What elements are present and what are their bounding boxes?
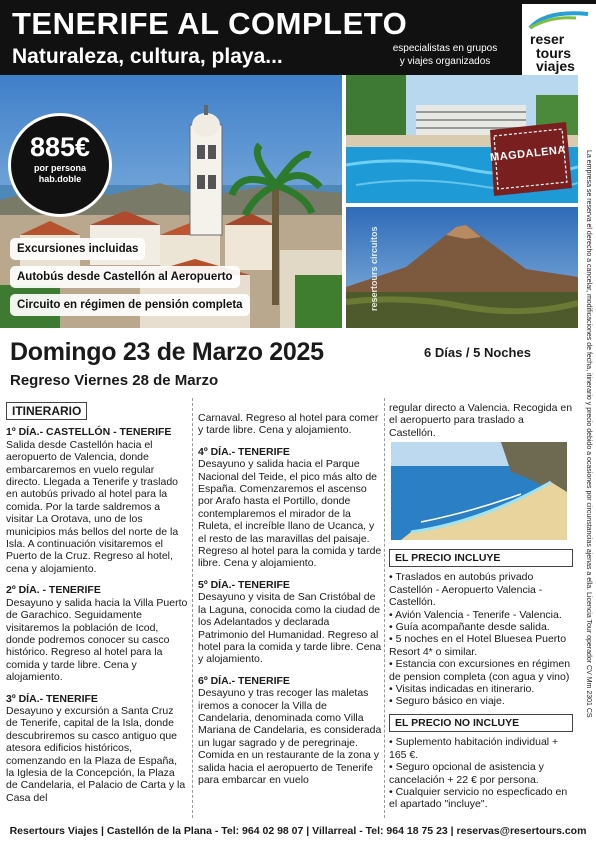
day-1-text: Salida desde Castellón hacia el aeropuerto de Valencia, donde embarcaremos en vuelo regular directo. Llegada a Tenerife y traslado en autobús privado al hotel para la comida. Por la tarde saldremos a visitar La Orotava, uno de los municipios más bellos del norte de la Isla. A continuación visitaremos el Puerto de la Cruz. Regreso al hotel, cena y alojamiento. xyxy=(6,438,179,575)
price-amount: 885€ xyxy=(29,132,91,162)
legal-note-text: La empresa se reserva el derecho a cancelar, modificaciones de fecha, itinerario y precio debido a ocasiones por circunstancias ajenas a ella. Licencia Tour operador CV Mm 2301 CS xyxy=(585,150,592,718)
logo-text-2: tours xyxy=(536,45,571,61)
includes-item: • Seguro básico en viaje. xyxy=(389,695,505,708)
watermark xyxy=(364,226,384,320)
logo-text-1: reser xyxy=(530,31,565,47)
excludes-item: • Suplemento habitación individual + 165 €. xyxy=(389,736,559,761)
price-per-person: por persona xyxy=(33,163,86,173)
tagline xyxy=(380,42,510,68)
includes-title: EL PRECIO INCLUYE xyxy=(389,549,573,567)
legal-note xyxy=(581,150,595,750)
excludes-item: • Cualquier servicio no especficado en el apartado "incluye". xyxy=(389,785,568,811)
tagline-line-2: y viajes organizados xyxy=(399,56,491,67)
includes-item: • Guía acompañante desde salida. xyxy=(389,621,550,634)
stamp-label: MAGDALENA xyxy=(489,144,567,164)
photo-beach xyxy=(391,442,567,540)
price-room-type: hab.doble xyxy=(38,174,82,184)
column-divider-1 xyxy=(192,398,193,818)
day-5-heading: 5º DÍA.- TENERIFE xyxy=(198,578,290,591)
day-4-text: Desayuno y salida hacia el Parque Nacional del Teide, el pico más alto de España. Comenzaremos el ascenso por Arafo hasta el Portillo, donde contemplaremos el mirador de la Ruleta, el increíble llano de Ucanca, y el resto de las maravillas del paisaje. Regreso al hotel para la comida y tarde libre. Cena y alojamiento. xyxy=(198,458,382,570)
itinerary-column-1 xyxy=(6,402,188,804)
price-includes-section xyxy=(389,543,573,811)
includes-item: • 5 noches en el Hotel Bluesea Puerto Resort 4* o similar. xyxy=(389,633,567,658)
day-6-text: Desayuno y tras recoger las maletas iremos a conocer la Villa de Candelaria, denominada como Villa Mariana de Candelaria, es considerada un lugar sagrado y de peregrinaje. Comida en un restaurante de la zona y salida hacia el aeropuerto de Tenerife para embarcar en vuelo xyxy=(198,687,382,786)
day-2-heading: 2º DÍA. - TENERIFE xyxy=(6,584,101,597)
includes-item: • Visitas indicadas en itinerario. xyxy=(389,683,535,696)
conditions-column xyxy=(389,402,573,439)
footer-contact: Resertours Viajes | Castellón de la Plana - Tel: 964 02 98 07 | Villarreal - Tel: 964 18 75 23 | reservas@resertours.com xyxy=(9,825,587,837)
badge-bus: Autobús desde Castellón al Aeropuerto xyxy=(10,266,240,288)
badge-full-board: Circuito en régimen de pensión completa xyxy=(10,294,250,316)
logo-swoosh-icon xyxy=(526,8,592,30)
excludes-item: • Seguro opcional de asistencia y cancelación + 22 € por persona. xyxy=(389,761,544,786)
page-title: TENERIFE AL COMPLETO xyxy=(12,6,408,41)
includes-item: • Traslados en autobús privado Castellón - Aeropuerto Valencia - Castellón. xyxy=(389,571,543,609)
column-divider-2 xyxy=(384,398,385,818)
header-bar xyxy=(0,0,596,75)
departure-date: Domingo 23 de Marzo 2025 xyxy=(10,338,324,366)
brand-logo xyxy=(522,4,596,75)
day-6-heading: 6º DÍA.- TENERIFE xyxy=(198,674,290,687)
tagline-line-1: especialistas en grupos xyxy=(392,43,498,54)
day-5-text: Desayuno y visita de San Cristóbal de la Laguna, conocida como la ciudad de los Adelantados y declarada Patrimonio del Humanidad. Regreso al hotel para la comida y tarde libre. Cena y alojamiento. xyxy=(198,591,382,666)
itinerary-title: ITINERARIO xyxy=(6,402,87,420)
day-6-text-continued: regular directo a Valencia. Recogida en el aeropuerto para traslado a Castellón. xyxy=(389,402,573,439)
day-3-heading: 3º DÍA.- TENERIFE xyxy=(6,692,98,705)
watermark-text: resertours circuitos xyxy=(369,226,379,311)
day-2-text: Desayuno y salida hacia la Villa Puerto de Garachico. Seguidamente visitaremos la población de Icod, donde podremos conocer su casco histórico. Regreso al hotel para la comida y tarde libre. Cena y alojamiento. xyxy=(6,596,188,684)
day-3-text: Desayuno y excursión a Santa Cruz de Tenerife, capital de la Isla, donde descubriremos su casco antiguo que atesora edificios históricos, comenzando en la Plaza de España, la Iglesia de la Concepción, la Plaza de Candelaria, el Palacio de Carta y la Casa del xyxy=(6,704,186,804)
return-date: Regreso Viernes 28 de Marzo xyxy=(10,372,219,389)
includes-item: • Estancia con excursiones en régimen de pension completa (con agua y vino) xyxy=(389,658,571,683)
day-3-text-continued: Carnaval. Regreso al hotel para comer y tarde libre. Cena y alojamiento. xyxy=(198,412,379,437)
magdalena-stamp xyxy=(480,118,576,200)
day-1-heading: 1º DÍA.- CASTELLÓN - TENERIFE xyxy=(6,426,172,439)
includes-item: • Avión Valencia - Tenerife - Valencia. xyxy=(389,608,562,621)
day-4-heading: 4º DÍA.- TENERIFE xyxy=(198,445,290,458)
excludes-title: EL PRECIO NO INCLUYE xyxy=(389,714,573,732)
itinerary-column-2 xyxy=(198,412,382,786)
badge-excursions: Excursiones incluidas xyxy=(10,238,145,260)
trip-duration: 6 Días / 5 Noches xyxy=(424,345,531,360)
logo-text-3: viajes xyxy=(536,58,575,74)
page-subtitle: Naturaleza, cultura, playa... xyxy=(12,45,283,68)
price-badge xyxy=(8,113,112,217)
